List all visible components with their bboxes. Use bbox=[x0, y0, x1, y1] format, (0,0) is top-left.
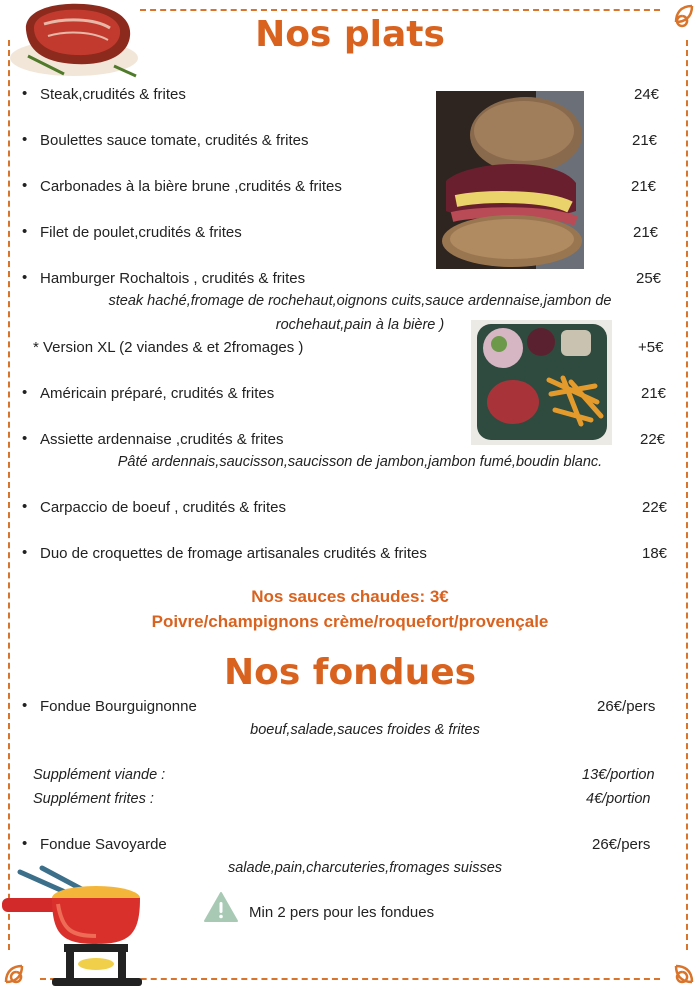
item-label: Américain préparé, crudités & frites bbox=[40, 385, 275, 402]
item-label: Hamburger Rochaltois , crudités & frites bbox=[40, 270, 306, 287]
item-description: boeuf,salade,sauces froides & frites bbox=[250, 722, 480, 738]
item-price: 18€ bbox=[642, 545, 668, 562]
list-item bbox=[22, 224, 670, 244]
item-label: Filet de poulet,crudités & frites bbox=[40, 224, 242, 241]
sauces-heading: Nos sauces chaudes: 3€ bbox=[251, 587, 449, 606]
item-price: 22€ bbox=[640, 431, 666, 448]
supplement-label: Supplément frites : bbox=[33, 791, 154, 807]
item-label: Steak,crudités & frites bbox=[40, 86, 186, 103]
bullet: • bbox=[22, 835, 28, 852]
item-label: Boulettes sauce tomate, crudités & frites bbox=[40, 132, 309, 149]
list-item bbox=[22, 385, 670, 405]
item-description: salade,pain,charcuteries,fromages suisses bbox=[227, 860, 503, 876]
list-item bbox=[22, 270, 670, 290]
item-description: steak haché,fromage de rochehaut,oignons cuits,sauce ardennaise,jambon de bbox=[108, 293, 612, 309]
left-border bbox=[8, 40, 10, 950]
bullet: • bbox=[22, 697, 28, 714]
fondue-note: Min 2 pers pour les fondues bbox=[249, 904, 435, 921]
list-item bbox=[22, 431, 670, 451]
item-price: 21€ bbox=[631, 178, 657, 195]
top-border bbox=[140, 9, 660, 11]
item-label: Fondue Savoyarde bbox=[40, 836, 167, 853]
list-item bbox=[22, 499, 670, 519]
item-price: 26€/pers bbox=[592, 836, 651, 853]
bullet: • bbox=[22, 85, 28, 102]
bullet: • bbox=[22, 269, 28, 286]
item-price: 22€ bbox=[642, 499, 668, 516]
bullet: • bbox=[22, 223, 28, 240]
item-description: rochehaut,pain à la bière ) bbox=[275, 317, 445, 333]
bullet: • bbox=[22, 384, 28, 401]
item-price: 21€ bbox=[632, 132, 658, 149]
bullet: • bbox=[22, 131, 28, 148]
list-item bbox=[22, 698, 670, 718]
right-border bbox=[686, 40, 688, 950]
item-label: Fondue Bourguignonne bbox=[40, 698, 197, 715]
bullet: • bbox=[22, 544, 28, 561]
item-price: 21€ bbox=[633, 224, 659, 241]
supplement-label: Supplément viande : bbox=[33, 767, 166, 783]
item-price: 24€ bbox=[634, 86, 660, 103]
item-price: 21€ bbox=[641, 385, 667, 402]
bullet: • bbox=[22, 498, 28, 515]
list-item bbox=[22, 178, 670, 198]
fondue-pot-icon bbox=[2, 864, 162, 988]
bullet: • bbox=[22, 430, 28, 447]
item-price: 26€/pers bbox=[597, 698, 656, 715]
item-label: Carbonades à la bière brune ,crudités & frites bbox=[40, 178, 342, 195]
item-price: +5€ bbox=[638, 339, 664, 356]
item-label: Duo de croquettes de fromage artisanales crudités & frites bbox=[40, 545, 427, 562]
supplement-price: 4€/portion bbox=[586, 791, 651, 807]
bullet: • bbox=[22, 177, 28, 194]
list-item bbox=[22, 545, 670, 565]
list-item bbox=[22, 836, 670, 856]
warning-icon bbox=[203, 891, 239, 923]
corner-ornament-icon bbox=[662, 952, 696, 986]
list-item bbox=[22, 339, 670, 359]
list-item bbox=[22, 86, 670, 106]
page-title: Nos plats bbox=[255, 14, 445, 55]
supplement-price: 13€/portion bbox=[582, 767, 655, 783]
sauces-list: Poivre/champignons crème/roquefort/provençale bbox=[151, 612, 549, 631]
list-item bbox=[22, 132, 670, 152]
item-label: * Version XL (2 viandes & et 2fromages ) bbox=[33, 339, 304, 356]
item-label: Assiette ardennaise ,crudités & frites bbox=[40, 431, 284, 448]
item-label: Carpaccio de boeuf , crudités & frites bbox=[40, 499, 286, 516]
item-description: Pâté ardennais,saucisson,saucisson de jambon,jambon fumé,boudin blanc. bbox=[117, 454, 603, 470]
item-price: 25€ bbox=[636, 270, 662, 287]
section-title: Nos fondues bbox=[223, 652, 477, 693]
